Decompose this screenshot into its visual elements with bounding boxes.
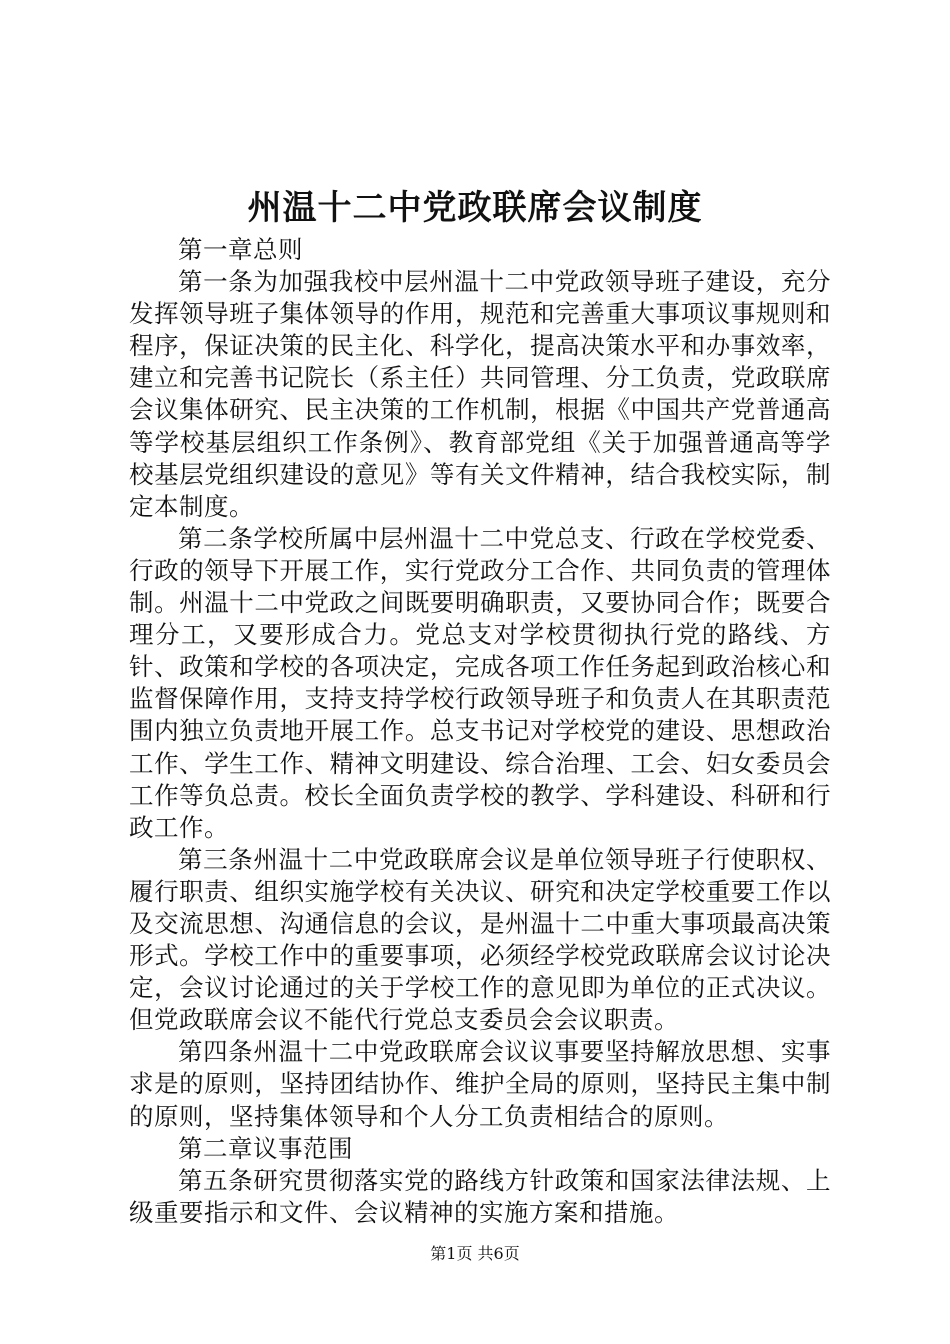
article-paragraph: 第一条为加强我校中层州温十二中党政领导班子建设，充分发挥领导班子集体领导的作用，规范和完善重大事项议事规则和程序，保证决策的民主化、科学化，提高决策水平和办事效率，建立和完善书记院长（系主任）共同管理、分工负责，党政联席会议集体研究、民主决策的工作机制，根据《中国共产党普通高等学校基层组织工作条例》、教育部党组《关于加强普通高等学校基层党组织建设的意见》等有关文件精神，结合我校实际，制定本制度。 <box>129 267 831 521</box>
article-paragraph: 第三条州温十二中党政联席会议是单位领导班子行使职权、履行职责、组织实施学校有关决议、研究和决定学校重要工作以及交流思想、沟通信息的会议，是州温十二中重大事项最高决策形式。学校工作中的重要事项，必须经学校党政联席会议讨论决定，会议讨论通过的关于学校工作的意见即为单位的正式决议。但党政联席会议不能代行党总支委员会会议职责。 <box>129 844 831 1035</box>
article-paragraph: 第四条州温十二中党政联席会议议事要坚持解放思想、实事求是的原则，坚持团结协作、维护全局的原则，坚持民主集中制的原则，坚持集体领导和个人分工负责相结合的原则。 <box>129 1037 831 1131</box>
page-footer: 第1页 共6页 <box>430 1244 520 1263</box>
article-paragraph: 第五条研究贯彻落实党的路线方针政策和国家法律法规、上级重要指示和文件、会议精神的实施方案和措施。 <box>129 1165 831 1227</box>
chapter-heading: 第二章议事范围 <box>178 1133 353 1163</box>
document-body <box>129 234 831 1229</box>
document-title: 州温十二中党政联席会议制度 <box>247 188 703 228</box>
article-paragraph: 第二条学校所属中层州温十二中党总支、行政在学校党委、行政的领导下开展工作，实行党政分工合作、共同负责的管理体制。州温十二中党政之间既要明确职责，又要协同合作；既要合理分工，又要形成合力。党总支对学校贯彻执行党的路线、方针、政策和学校的各项决定，完成各项工作任务起到政治核心和监督保障作用，支持支持学校行政领导班子和负责人在其职责范围内独立负责地开展工作。总支书记对学校党的建设、思想政治工作、学生工作、精神文明建设、综合治理、工会、妇女委员会工作等负总责。校长全面负责学校的教学、学科建设、科研和行政工作。 <box>129 523 831 842</box>
chapter-heading: 第一章总则 <box>178 235 303 264</box>
